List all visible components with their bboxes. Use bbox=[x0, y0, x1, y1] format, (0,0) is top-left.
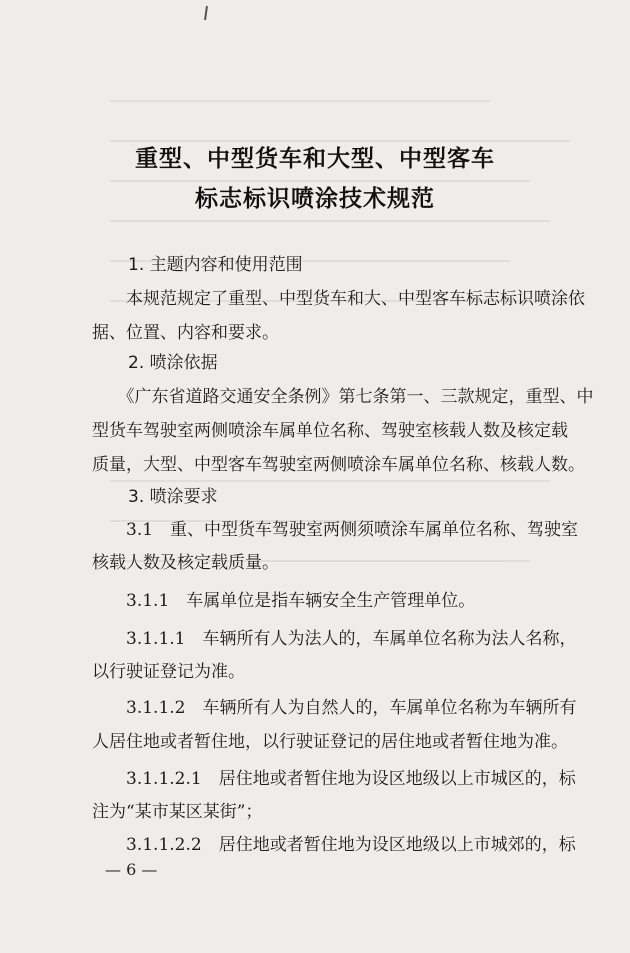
body-line: 型货车驾驶室两侧喷涂车属单位名称、驾驶室核载人数及核定载 bbox=[92, 421, 568, 441]
body-line: 据、位置、内容和要求。 bbox=[92, 323, 279, 343]
body-line: 3.1 重、中型货车驾驶室两侧须喷涂车属单位名称、驾驶室 bbox=[92, 520, 579, 540]
page-number: — 6 — bbox=[105, 860, 158, 879]
body-line: 质量，大型、中型客车驾驶室两侧喷涂车属单位名称、核载人数。 bbox=[92, 455, 585, 475]
body-line: 人居住地或者暂住地，以行驶证登记的居住地或者暂住地为准。 bbox=[92, 732, 568, 752]
body-line: 本规范规定了重型、中型货车和大、中型客车标志标识喷涂依 bbox=[92, 289, 585, 309]
document-title-line-1: 重型、中型货车和大型、中型客车 bbox=[135, 146, 495, 172]
section-heading-3: 3. 喷涂要求 bbox=[128, 487, 218, 507]
body-line: 《广东省道路交通安全条例》第七条第一、三款规定，重型、中 bbox=[92, 387, 594, 407]
body-line: 3.1.1.2.1 居住地或者暂住地为设区地级以上市城区的，标 bbox=[92, 769, 576, 789]
body-line: 3.1.1.2 车辆所有人为自然人的，车属单位名称为车辆所有 bbox=[92, 698, 577, 718]
section-heading-2: 2. 喷涂依据 bbox=[128, 353, 218, 373]
body-line: 注为“某市某区某街”； bbox=[92, 802, 263, 822]
body-line: 以行驶证登记为准。 bbox=[92, 662, 245, 682]
section-heading-1: 1. 主题内容和使用范围 bbox=[128, 255, 303, 275]
pen-mark bbox=[204, 6, 208, 20]
body-line: 3.1.1.1 车辆所有人为法人的，车属单位名称为法人名称， bbox=[92, 629, 577, 649]
body-line: 3.1.1 车属单位是指车辆安全生产管理单位。 bbox=[92, 591, 476, 611]
body-line: 3.1.1.2.2 居住地或者暂住地为设区地级以上市城郊的，标 bbox=[92, 835, 576, 855]
body-line: 核载人数及核定载质量。 bbox=[92, 553, 279, 573]
document-title-line-2: 标志标识喷涂技术规范 bbox=[195, 186, 435, 212]
